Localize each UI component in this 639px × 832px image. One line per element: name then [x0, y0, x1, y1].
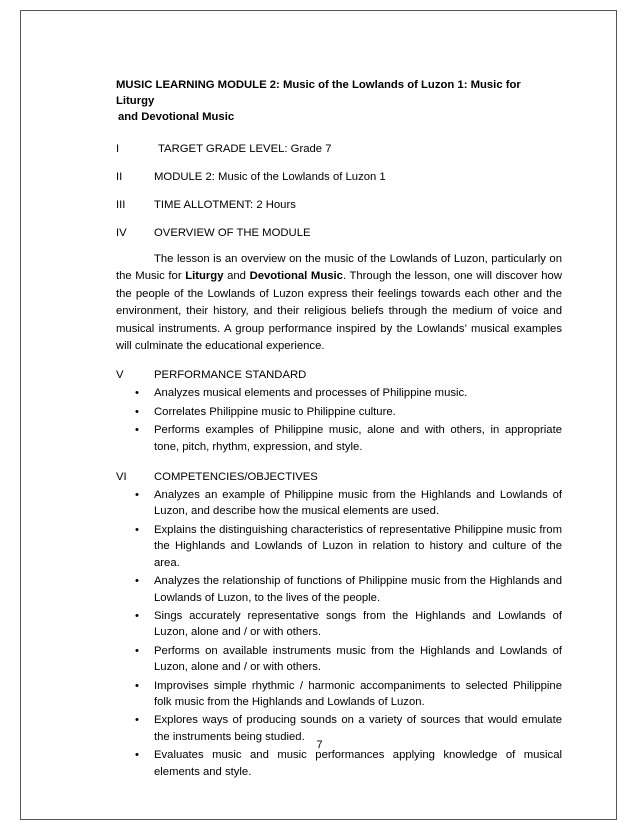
performance-list [116, 385, 562, 455]
module-title-line1: MUSIC LEARNING MODULE 2: Music of the Lowlands of Luzon 1: Music for Liturgy [116, 79, 521, 107]
list-item-text: Performs on available instruments music from the Highlands and Lowlands of Luzon, alone and / or with others. [154, 644, 562, 674]
section-number: III [116, 199, 126, 211]
section-number: II [116, 171, 123, 183]
list-item-text: Analyzes an example of Philippine music from the Highlands and Lowlands of Luzon, and describe how the musical elements are used. [154, 489, 562, 518]
section-target-grade [116, 141, 562, 157]
page-number: 7 [316, 739, 323, 751]
section-competencies [116, 469, 562, 485]
section-time-allotment [116, 197, 562, 213]
section-heading: TIME ALLOTMENT: 2 Hours [154, 199, 296, 211]
bullet-icon: • [135, 575, 139, 588]
list-item-text: Explains the distinguishing characteristics of representative Philippine music from the Highlands and Lowlands of Luzon in relation to history and culture of the area. [154, 523, 562, 569]
list-item [116, 522, 562, 571]
overview-text: and [223, 270, 250, 283]
overview-bold-liturgy: Liturgy [185, 270, 224, 283]
section-number: V [116, 369, 124, 382]
bullet-icon: • [135, 679, 139, 692]
list-item [116, 487, 562, 520]
section-heading: COMPETENCIES/OBJECTIVES [154, 471, 318, 484]
list-item [116, 747, 562, 780]
section-performance-standard [116, 367, 562, 383]
overview-text: . Through the lesson, one will discover how the people of the Lowlands of Luzon express their feelings towards each other and the environment, their history, and their religious beliefs through the medium of voice and musical instruments. A group performance inspired by the Lowlands’ musical examples will culminate the educational experience. [116, 270, 562, 353]
list-item [116, 573, 562, 606]
module-title-line2: and Devotional Music [118, 111, 235, 123]
list-item [116, 608, 562, 641]
section-heading: TARGET GRADE LEVEL: Grade 7 [158, 143, 332, 155]
list-item [116, 404, 562, 420]
section-number: VI [116, 471, 127, 484]
list-item [116, 422, 562, 455]
bullet-icon: • [135, 609, 139, 622]
bullet-icon: • [135, 405, 139, 418]
overview-text: The lesson is an overview on the music of the Lowlands of Luzon, particularly on the Music for [116, 253, 562, 283]
list-item-text: Sings accurately representative songs from the Highlands and Lowlands of Luzon, alone and / or with others. [154, 609, 562, 639]
competency-list [116, 487, 562, 780]
bullet-icon: • [135, 424, 139, 437]
list-item-text: Analyzes musical elements and processes of Philippine music. [154, 387, 468, 400]
section-number: I [116, 143, 120, 155]
bullet-icon: • [135, 489, 139, 502]
list-item [116, 678, 562, 711]
overview-paragraph [116, 251, 562, 355]
module-title [116, 77, 562, 125]
list-item-text: Analyzes the relationship of functions of Philippine music from the Highlands and Lowlands of Luzon, to the lives of the people. [154, 575, 562, 604]
overview-bold-devotional: Devotional Music [249, 270, 343, 283]
section-number: IV [116, 227, 127, 239]
list-item-text: Improvises simple rhythmic / harmonic accompaniments to selected Philippine folk music from the Highlands and Lowlands of Luzon. [154, 679, 562, 708]
section-heading: MODULE 2: Music of the Lowlands of Luzon 1 [154, 171, 386, 183]
list-item [116, 385, 562, 401]
bullet-icon: • [135, 644, 139, 657]
section-overview [116, 225, 562, 241]
list-item-text: Correlates Philippine music to Philippine culture. [154, 405, 396, 418]
list-item-text: Explores ways of producing sounds on a variety of sources that would emulate the instruments being studied. [154, 714, 562, 743]
bullet-icon: • [135, 523, 139, 536]
bullet-icon: • [135, 714, 139, 727]
list-item-text: Performs examples of Philippine music, alone and with others, in appropriate tone, pitch, rhythm, expression, and style. [154, 424, 562, 453]
list-item-text: Evaluates music and music performances applying knowledge of musical elements and style. [154, 749, 562, 778]
bullet-icon: • [135, 749, 139, 762]
section-module [116, 169, 562, 185]
document-body [116, 77, 562, 780]
list-item [116, 643, 562, 676]
bullet-icon: • [135, 387, 139, 400]
section-heading: OVERVIEW OF THE MODULE [154, 227, 311, 239]
section-heading: PERFORMANCE STANDARD [154, 369, 307, 382]
